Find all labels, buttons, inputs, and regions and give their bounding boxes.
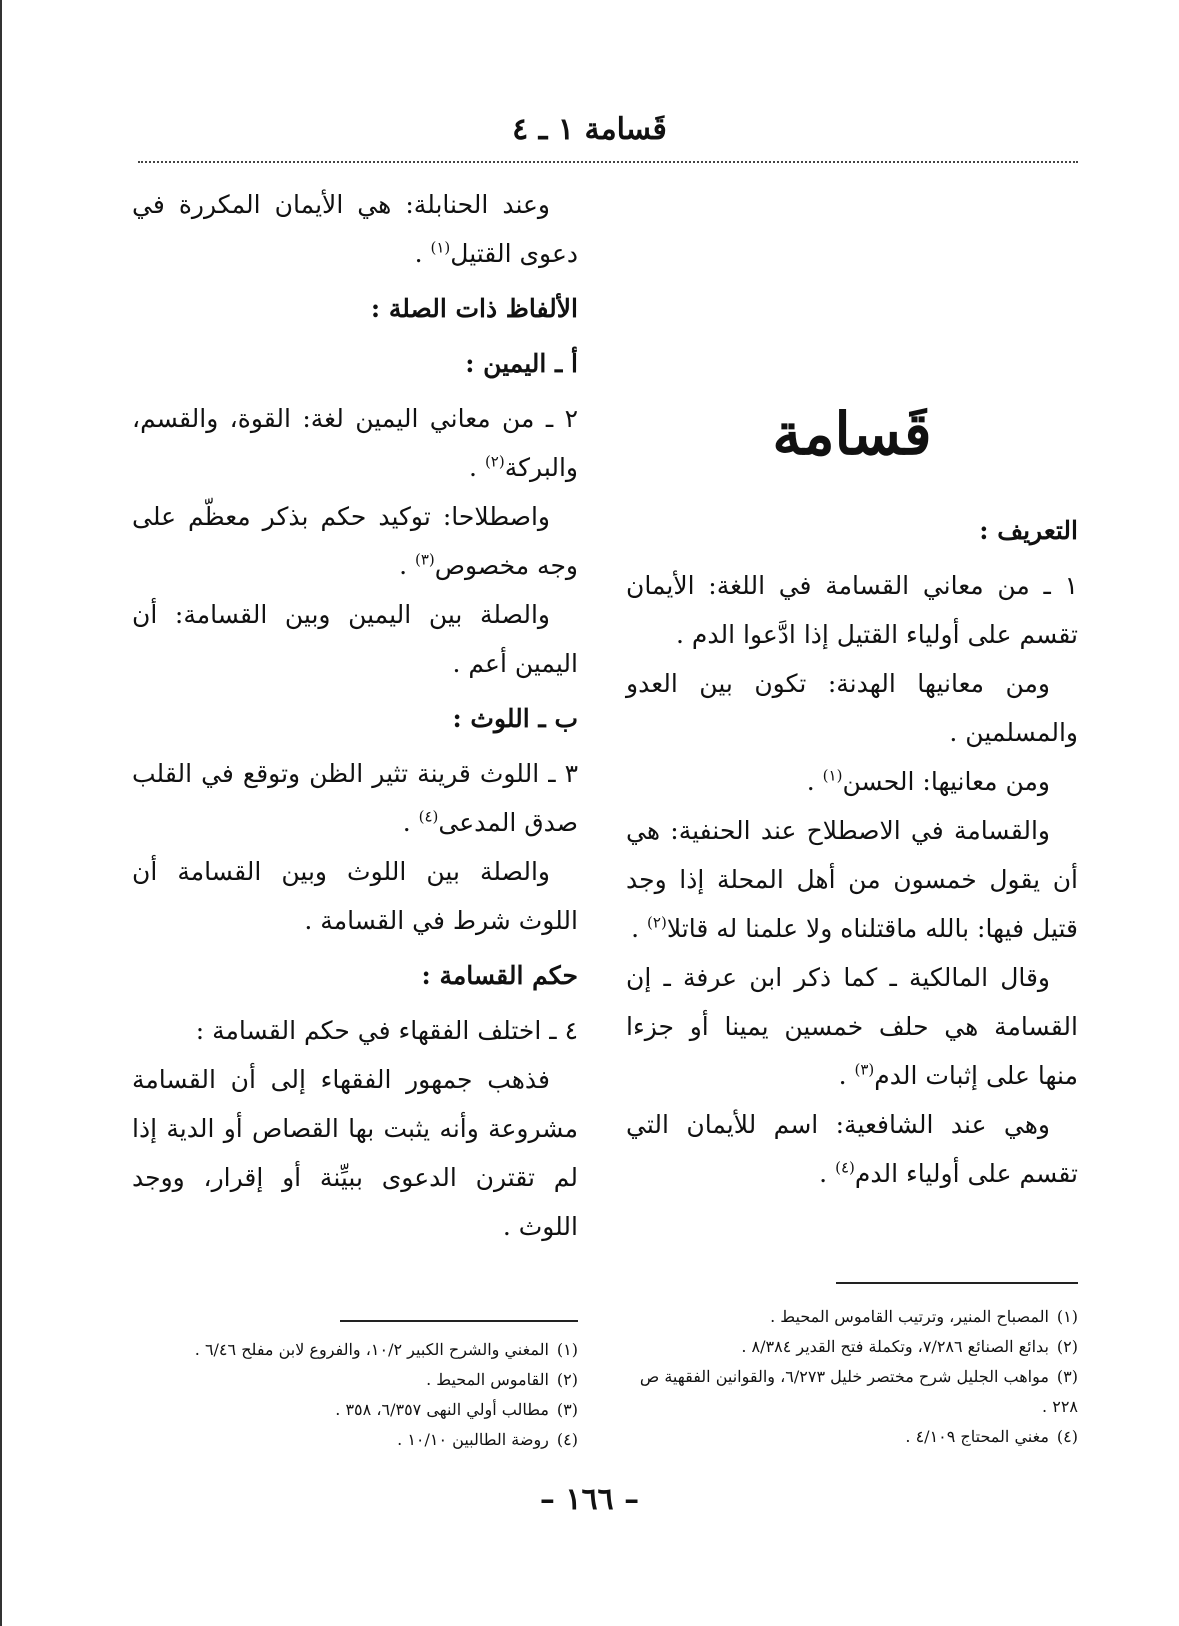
paragraph-tail: . [402,808,419,837]
body-paragraph [626,953,1078,1100]
footnote-text: روضة الطالبين ١٠/١٠ . [397,1430,549,1449]
right-column [626,500,1078,1198]
paragraph-text: ومن معانيها الهدنة: تكون بين العدو والمسلمين . [626,669,1078,747]
footnote-text: القاموس المحيط . [426,1370,549,1389]
body-paragraph [132,749,578,847]
footnote-item [626,1362,1078,1422]
body-paragraph [626,659,1078,757]
footnote-number: (١) [556,1340,578,1359]
body-paragraph [626,806,1078,953]
page-edge-line [0,0,2,1626]
paragraph-tail: . [806,767,823,796]
footnote-text: مواهب الجليل شرح مختصر خليل ٦/٢٧٣، والقوانين الفقهية ص ٢٢٨ . [639,1367,1078,1416]
body-paragraph [132,1006,578,1055]
left-footnotes [132,1335,578,1455]
footnote-item [626,1422,1078,1452]
footnote-marker: (٣) [854,1060,875,1079]
paragraph-tail: . [819,1159,836,1188]
body-paragraph [132,492,578,590]
right-footnotes [626,1302,1078,1452]
body-paragraph [626,561,1078,659]
body-paragraph [132,847,578,945]
left-footnote-rule [340,1320,578,1322]
footnote-number: (٤) [1056,1427,1078,1446]
article-title: قَسامة [772,400,932,468]
footnote-text: مطالب أولي النهى ٦/٣٥٧، ٣٥٨ . [335,1400,549,1419]
section-heading: التعريف : [979,516,1078,545]
running-head: قَسامة ١ ـ ٤ [512,112,667,147]
paragraph-text: واصطلاحا: توكيد حكم بذكر معظّم على وجه مخصوص [132,502,578,580]
body-paragraph [626,757,1078,806]
footnote-marker: (١) [430,238,451,257]
footnote-marker: (٢) [484,452,505,471]
footnote-item [132,1395,578,1425]
footnote-item [132,1365,578,1395]
footnote-number: (٣) [556,1400,578,1419]
paragraph-tail: . [838,1061,855,1090]
footnote-item [132,1425,578,1455]
footnote-item [626,1332,1078,1362]
footnote-text: المغني والشرح الكبير ١٠/٢، والفروع لابن مفلح ٦/٤٦ . [194,1340,549,1359]
footnote-marker: (٤) [835,1158,855,1177]
footnote-text: مغني المحتاج ٤/١٠٩ . [905,1427,1049,1446]
body-paragraph [626,1100,1078,1198]
section-heading: حكم القسامة : [421,961,578,990]
body-paragraph [132,1055,578,1251]
paragraph-text: فذهب جمهور الفقهاء إلى أن القسامة مشروعة وأنه يثبت بها القصاص أو الدية إذا لم تقترن الدعوى ببيِّنة أو إقرار، ووجد اللوث . [132,1065,578,1241]
paragraph-text: والصلة بين اللوث وبين القسامة أن اللوث شرط في القسامة . [132,857,578,935]
paragraph-text: وعند الحنابلة: هي الأيمان المكررة في دعوى القتيل [132,190,578,268]
paragraph-text: وهي عند الشافعية: اسم للأيمان التي تقسم على أولياء الدم [626,1110,1078,1188]
paragraph-tail: . [414,239,431,268]
paragraph-text: ٤ ـ اختلف الفقهاء في حكم القسامة : [195,1016,578,1045]
footnote-marker: (١) [822,766,843,785]
left-column [132,180,578,1251]
paragraph-tail: . [631,914,648,943]
footnote-number: (٢) [556,1370,578,1389]
footnote-marker: (٤) [418,807,439,826]
footnote-number: (١) [1056,1307,1078,1326]
footnote-item [132,1335,578,1365]
body-paragraph [132,180,578,278]
body-paragraph [132,394,578,492]
footnote-marker: (٣) [414,550,435,569]
section-heading: أ ـ اليمين : [465,349,578,378]
paragraph-text: والقسامة في الاصطلاح عند الحنفية: هي أن يقول خمسون من أهل المحلة إذا وجد قتيل فيها: بالله ماقتلناه ولا علمنا له قاتلا [626,816,1078,943]
paragraph-text: ٢ ـ من معاني اليمين لغة: القوة، والقسم، والبركة [132,404,578,482]
section-heading: ب ـ اللوث : [452,704,578,733]
paragraph-text: ومن معانيها: الحسن [842,767,1050,796]
footnote-text: المصباح المنير، وترتيب القاموس المحيط . [770,1307,1049,1326]
right-footnote-rule [836,1282,1078,1284]
header-dotted-rule [138,161,1078,163]
body-paragraph [132,590,578,688]
paragraph-text: والصلة بين اليمين وبين القسامة: أن اليمين أعم . [132,600,578,678]
footnote-number: (٢) [1056,1337,1078,1356]
paragraph-text: ٣ ـ اللوث قرينة تثير الظن وتوقع في القلب صدق المدعى [132,759,578,837]
footnote-number: (٤) [556,1430,578,1449]
page-number: – ١٦٦ – [539,1482,640,1517]
section-heading: الألفاظ ذات الصلة : [370,294,578,323]
footnote-item [626,1302,1078,1332]
paragraph-tail: . [469,453,485,482]
paragraph-text: وقال المالكية ـ كما ذكر ابن عرفة ـ إن القسامة هي حلف خمسين يمينا أو جزءا منها على إثبات الدم [626,963,1078,1090]
paragraph-text: ١ ـ من معاني القسامة في اللغة: الأيمان تقسم على أولياء القتيل إذا ادَّعوا الدم . [626,571,1078,649]
footnote-text: بدائع الصنائع ٧/٢٨٦، وتكملة فتح القدير ٨/٣٨٤ . [741,1337,1049,1356]
paragraph-tail: . [399,551,415,580]
footnote-number: (٣) [1056,1367,1078,1386]
footnote-marker: (٢) [647,913,667,932]
